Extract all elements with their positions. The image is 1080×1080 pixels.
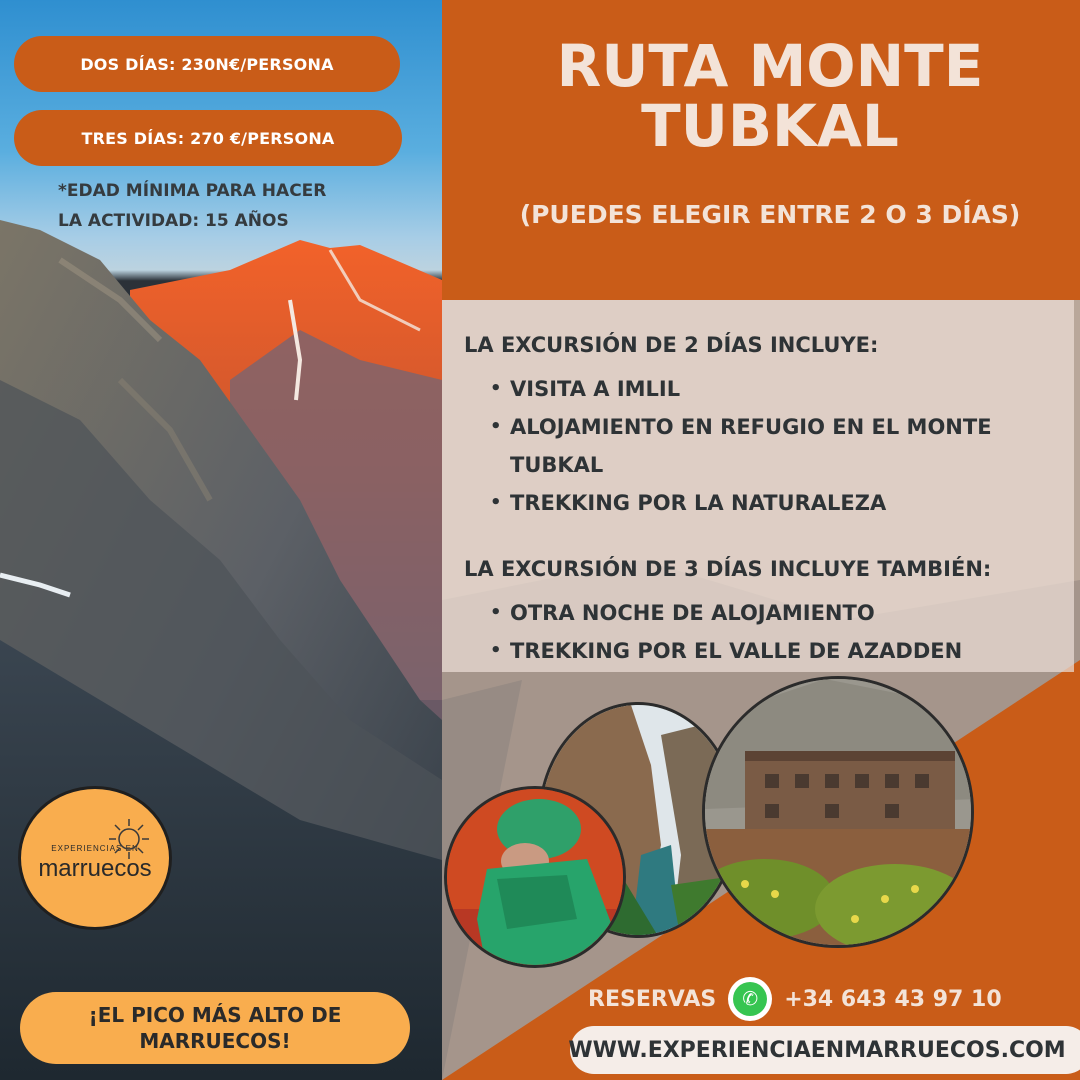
tagline-line-1: ¡EL PICO MÁS ALTO DE [88,1003,342,1027]
tour-three-days-section [464,556,1064,670]
list-item: • TREKKING POR EL VALLE DE AZADDEN [490,632,1064,670]
age-note-line-1: *EDAD MÍNIMA PARA HACER [58,181,327,201]
age-note-line-2: LA ACTIVIDAD: 15 AÑOS [58,211,289,231]
reservas-label: RESERVAS [588,986,717,1012]
phone-icon: ✆ [733,982,767,1016]
reservas-contact [588,982,1002,1016]
list-item: • TREKKING POR LA NATURALEZA [490,484,1064,522]
person-illustration [447,789,626,968]
whatsapp-icon[interactable] [728,977,772,1021]
page-subtitle: (PUEDES ELEGIR ENTRE 2 O 3 DÍAS) [519,200,1021,229]
price-two-days-pill [14,36,400,92]
itinerary-box [442,300,1074,672]
logo-small-text: EXPERIENCIAS EN [51,843,139,853]
tour-two-days-section [464,332,1064,522]
price-three-days-pill [14,110,402,166]
phone-number[interactable]: +34 643 43 97 10 [784,986,1002,1012]
list-item: • ALOJAMIENTO EN REFUGIO EN EL MONTE TUBKAL [490,408,1064,484]
logo-big-text: marruecos [38,854,152,882]
list-item: • VISITA A IMLIL [490,370,1064,408]
brand-logo [18,786,172,930]
tour-two-days-heading: LA EXCURSIÓN DE 2 DÍAS INCLUYE: [464,333,879,357]
sun-icon [107,817,151,861]
tour-three-days-list [490,594,1064,670]
person-photo [444,786,626,968]
refuge-illustration [705,679,974,948]
list-item: • OTRA NOCHE DE ALOJAMIENTO [490,594,1064,632]
price-two-days-text: DOS DÍAS: 230N€/PERSONA [80,54,334,74]
tagline-pill [20,992,410,1064]
refuge-photo [702,676,974,948]
tagline-line-2: MARRUECOS! [139,1029,291,1053]
price-three-days-text: TRES DÍAS: 270 €/PERSONA [81,128,335,148]
tour-two-days-list [490,370,1064,522]
age-note [58,176,398,236]
page-title [520,32,1020,160]
website-link[interactable] [570,1026,1080,1074]
website-text: WWW.EXPERIENCIAENMARRUECOS.COM [568,1037,1066,1063]
title-line-1: RUTA MONTE [556,32,984,100]
title-line-2: TUBKAL [641,92,899,160]
tour-three-days-heading: LA EXCURSIÓN DE 3 DÍAS INCLUYE TAMBIÉN: [464,557,992,581]
